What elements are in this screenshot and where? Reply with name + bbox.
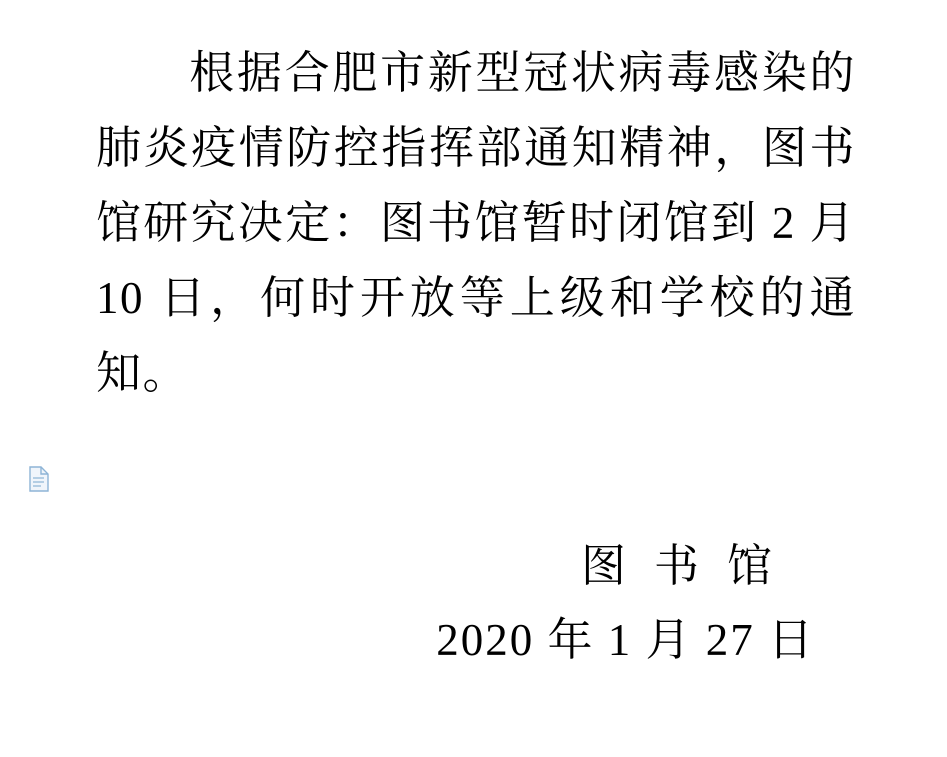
- signature-organization: 图书馆: [580, 541, 800, 591]
- document-icon: [28, 466, 50, 492]
- body-paragraph: [96, 36, 856, 411]
- signature-block: [0, 534, 800, 598]
- signature-date: 2020 年 1 月 27 日: [436, 615, 815, 665]
- paragraph-text: 根据合肥市新型冠状病毒感染的肺炎疫情防控指挥部通知精神，图书馆研究决定：图书馆暂时闭馆到 2 月 10 日，何时开放等上级和学校的通知。: [96, 48, 856, 398]
